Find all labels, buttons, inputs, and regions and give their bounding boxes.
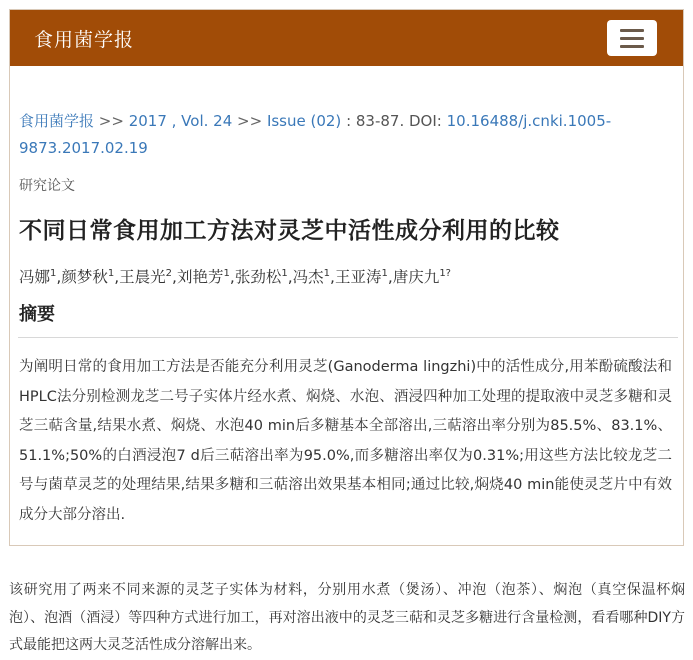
author-affiliation: 1 [323, 268, 331, 279]
author-affiliation: 1? [439, 268, 451, 279]
pages-doi-label: : 83-87. DOI: [341, 112, 447, 130]
author-separator: , [114, 268, 120, 286]
author-affiliation: 1 [107, 268, 115, 279]
author-name[interactable]: 王亚涛 [334, 268, 382, 286]
author-affiliation: 1 [50, 268, 57, 279]
hamburger-menu-icon-bar [620, 45, 644, 48]
author-name[interactable]: 王晨光 [119, 268, 166, 286]
author-affiliation: 2 [165, 268, 173, 279]
breadcrumb [18, 108, 675, 162]
author-name[interactable]: 张劲松 [234, 268, 282, 286]
article-title: 不同日常食用加工方法对灵芝中活性成分利用的比较 [19, 218, 560, 244]
abstract-heading: 摘要 [19, 304, 55, 325]
journal-link[interactable]: 食用菌学报 [19, 112, 95, 130]
site-header [10, 10, 683, 66]
author-name[interactable]: 唐庆九 [392, 268, 440, 286]
site-title[interactable]: 食用菌学报 [34, 28, 135, 51]
author-affiliation: 1 [223, 268, 230, 279]
author-separator: , [172, 268, 177, 286]
author-name[interactable]: 冯杰 [292, 268, 324, 286]
intro-paragraph: 该研究用了两来不同来源的灵芝子实体为材料，分别用水煮（煲汤）、冲泡（泡茶）、焖泡（真空保温杯焖泡）、泡酒（酒浸）等四种方式进行加工，再对溶出液中的灵芝三萜和灵芝多糖进行含量检测，看看哪种DIY方式最能把这两大灵芝活性成分溶解出来。 [9, 582, 685, 653]
author-affiliation: 1 [381, 268, 388, 279]
author-affiliation: 1 [281, 268, 288, 279]
author-separator: , [56, 268, 62, 286]
author-separator: , [287, 268, 293, 286]
divider [18, 337, 678, 338]
author-list [18, 265, 675, 287]
breadcrumb-separator: >> [94, 112, 129, 130]
doi-link[interactable]: 10.16488/j.cnki.1005-9873.2017.02.19 [19, 112, 612, 157]
menu-button[interactable] [607, 20, 657, 56]
volume-link[interactable]: 2017 , Vol. 24 [128, 112, 233, 130]
article-card [9, 9, 684, 546]
breadcrumb-separator: >> [232, 112, 267, 130]
issue-link[interactable]: Issue (02) [266, 112, 342, 130]
author-separator: , [387, 268, 393, 286]
author-name[interactable]: 颜梦秋 [61, 268, 108, 286]
article-category: 研究论文 [19, 178, 75, 194]
hamburger-menu-icon [620, 29, 644, 32]
author-name[interactable]: 刘艳芳 [176, 268, 224, 286]
hamburger-menu-icon-bar [620, 37, 644, 40]
author-name[interactable]: 冯娜 [19, 268, 51, 286]
author-separator: , [229, 268, 235, 286]
abstract-text: 为阐明日常的食用加工方法是否能充分利用灵芝(Ganoderma lingzhi)中的活性成分,用苯酚硫酸法和HPLC法分别检测龙芝二号子实体片经水煮、焖烧、水泡、酒浸四种加工处理的提取液中灵芝多糖和灵芝三萜含量,结果水煮、焖烧、水泡40 min后多糖基本全部溶出,三萜溶出率分别为85.5%、83.1%、51.1%;50%的白酒浸泡7 d后三萜溶出率为95.0%,而多糖溶出率仅为0.31%;用这些方法比较龙芝二号与菌草灵芝的处理结果,结果多糖和三萜溶出效果基本相同;通过比较,焖烧40 min能使灵芝片中有效成分大部分溶出. [19, 359, 672, 523]
article-content [10, 108, 683, 530]
author-separator: , [330, 268, 335, 286]
